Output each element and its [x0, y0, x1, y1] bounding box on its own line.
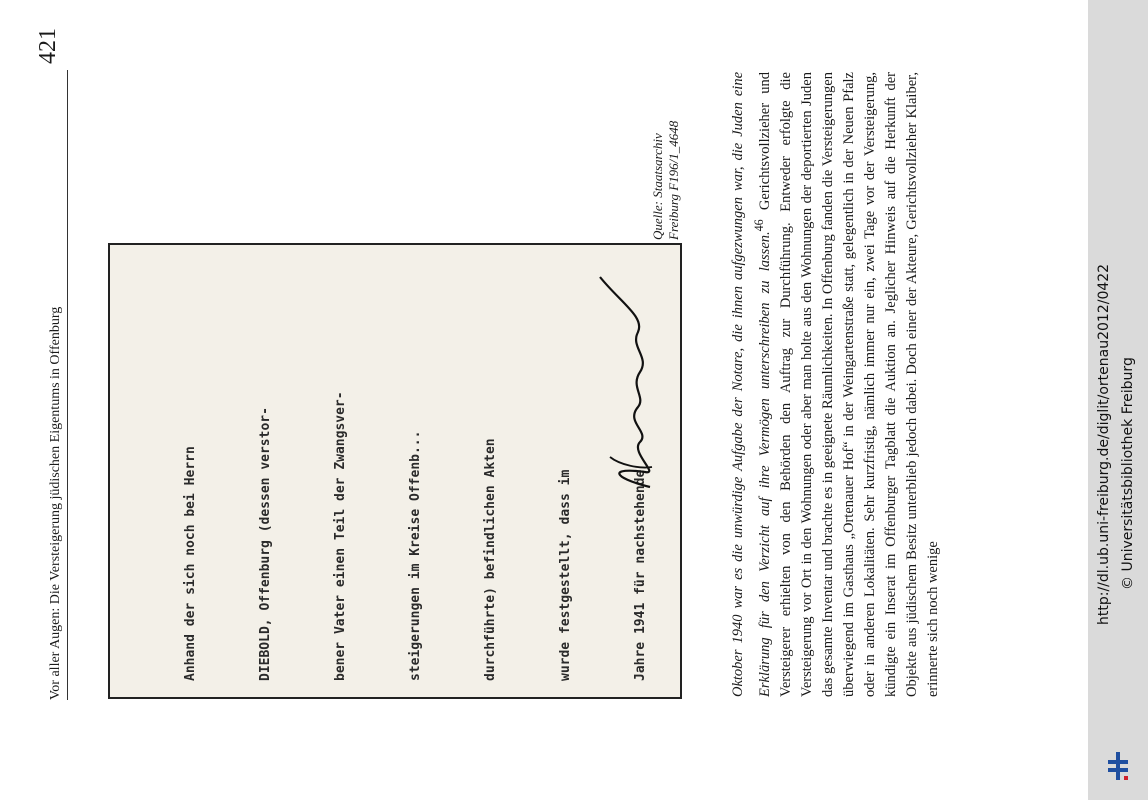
- sidebar-text: [1088, 0, 1148, 800]
- typed-line: Jahre 1941 für nachstehende: [633, 469, 648, 681]
- caption-line: Quelle: Staatsarchiv: [650, 133, 665, 240]
- archival-document-image: [108, 243, 682, 699]
- paragraph-text: Gerichtsvollzieher und Versteigerer erhielten von den Behörden den Auftrag zur Durchführung. Entweder erfolgte die Versteigerung vor Ort in den Wohnungen oder aber man holte aus den Wohnungen der deportierten Juden das gesamte Inventar und brachte es in geeignete Räumlichkeiten. In Offenburg fanden die Versteigerungen überwiegend im Gasthaus „Ortenauer Hof“ in der Weingartenstraße statt, gelegentlich in der Neuen Pfalz oder in anderen Lokalitäten. Sehr kurzfristig, nämlich immer nur ein, zwei Tage vor der Versteigerung, kündigte ein Inserat im Offenburger Tagblatt die Auktion an. Jeglicher Hinweis auf die Herkunft der Objekte aus jüdischem Besitz unterblieb jedoch dabei. Doch einer der Akteure, Gerichtsvollzieher Klaiber, erinnerte sich noch wenige: [756, 72, 941, 697]
- footnote-ref: 46: [752, 219, 766, 232]
- figure-caption: [650, 40, 682, 240]
- body-paragraph: [728, 72, 944, 697]
- page-number: 421: [35, 28, 61, 64]
- copyright-notice: © Universitätsbibliothek Freiburg: [1120, 357, 1136, 590]
- source-url-link[interactable]: http://dl.ub.uni-freiburg.de/diglit/ortenau2012/0422: [1096, 263, 1112, 625]
- running-head-title: Vor aller Augen: Die Versteigerung jüdischen Eigentums in Offenburg: [48, 306, 63, 700]
- italic-quote: Oktober 1940 war es die unwürdige Aufgabe der Notare, die ihnen aufgezwungen war, die Juden eine Erklärung für den Verzicht auf ihre Vermögen unterschreiben zu lassen.: [730, 72, 773, 697]
- handwritten-signature: [590, 267, 670, 497]
- typed-line: wurde festgestellt, dass im: [558, 469, 573, 681]
- library-logo-icon: [1106, 748, 1130, 784]
- typed-line: steigerungen im Kreise Offenb...: [408, 430, 423, 681]
- running-head: [48, 70, 68, 700]
- typed-line: bener Vater einen Teil der Zwangsver-: [333, 391, 348, 681]
- library-sidebar: [1088, 0, 1148, 800]
- typed-line: durchführte) befindlichen Akten: [483, 438, 498, 681]
- typed-line: DIEBOLD, Offenburg (dessen verstor-: [258, 407, 273, 681]
- typed-line: Anhand der sich noch bei Herrn: [183, 446, 198, 681]
- caption-line: Freiburg F196/1_4648: [666, 120, 681, 240]
